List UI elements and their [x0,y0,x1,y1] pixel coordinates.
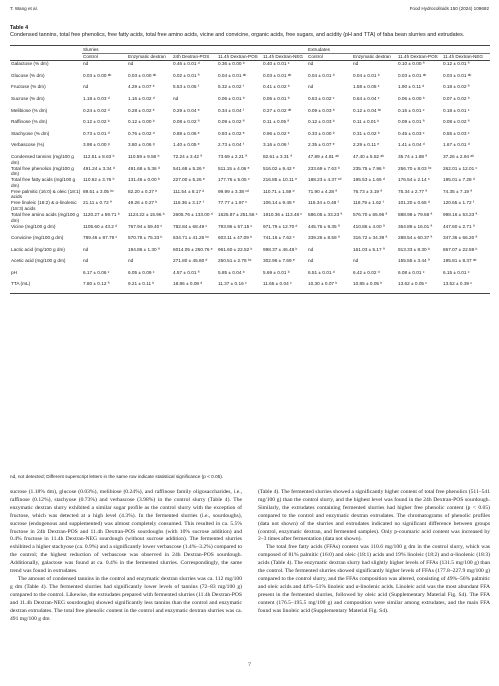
table-cell: nd [128,258,134,264]
table-cell: 867.07 ± 22.59 ᵇ [443,246,478,252]
table-row [10,84,490,96]
row-label: pH [11,269,17,275]
running-header [10,6,489,16]
table-cell: 0.64 ± 0.04 ᶜ [353,95,380,101]
table-cell: 131.46 ± 0.00 ᵇ [128,177,160,183]
table-row [10,96,490,108]
table-cell: 586.05 ± 33.23 ª [308,211,343,217]
table-cell: 18.86 ± 0.08 ᵈ [172,281,217,293]
table-title: Table 4 [10,25,29,31]
table-cell: 491.24 ± 3.34 ᵈ [83,165,115,171]
table-cell: 0.04 ± 0.01 ᵇ [308,72,335,78]
table-cell: 1.58 ± 0.05 ᶜ [353,84,380,90]
table-cell: 0.11 ± 0.05 ª [263,119,290,125]
table-cell: 364.89 ± 16.01 ª [398,223,433,229]
table-cell: 11.37 ± 0.16 ᶜ [217,281,262,293]
table-cell: 0.33 ± 0.00 ᵇ [308,130,335,136]
table-cell: 1.67 ± 0.01 ᵈ [443,142,470,148]
table-cell: 227.00 ± 5.26 ᵉ [173,177,205,183]
table-cell: 998.37 ± 46.48 ᵇ [263,246,298,252]
table-cell: 0.12 ± 0.00 ᵇ [128,119,155,125]
paragraph: (Table 4). The fermented slurries showed a significantly higher content of total free phenolics (511–541 mg/100 g) than the control slurry, and the highest level was found in the 24h Dextran-POS sourdough. Similarly, the extrudates containing fermented slurries had higher free phenolic content (p < 0.05) compared to the control and enzymatic dextran extrudates. The chromatograms of phenolic profiles (data not shown) of the slurries and extrudates indicated no significant difference between groups (control, enzymatic dextran, and fermented samples). Only p-coumaric acid content was increased by 2–3 times after fermentation (data not shown). [258,489,490,543]
table-cell: 35.74 ± 1.88 ª [398,153,428,159]
table-cell: 74.35 ± 7.19 ª [443,188,473,194]
table-cell: 2.73 ± 0.04 ᶠ [218,142,244,148]
table-cell: 120.65 ± 1.72 ᶠ [443,200,475,206]
table-row [10,270,490,282]
table-cell: 998.16 ± 53.23 ª [443,211,478,217]
table-cell: 0.12 ± 0.03 ᵇ [308,119,335,125]
page-number: 7 [248,662,251,668]
table-cell: 0.03 ± 0.01 ᵃᵇ [263,72,292,78]
table-cell: 0.55 ± 0.03 ᶜ [443,130,470,136]
table-cell: 71.90 ± 4.28 ª [308,188,338,194]
table-row [10,154,490,166]
table-cell: 913.33 ± 8.30 ᵇ [398,246,430,252]
table-cell: 195.01 ± 7.28 ᵈ [443,177,475,183]
table-cell: nd [83,258,89,264]
column-header: 11.4h Dextran-NEG [262,53,307,61]
paragraph: The amount of condensed tannins in the control and enzymatic dextran slurries was ca. 112 mg/100 g dm (Table 4). The fermented slurries had significantly lower levels of tannins (72–83 mg/100 g) compared to the control. Likewise, the extrudates prepared with fermented slurries (11.4h Dextran-POS and 11.4h Dextran-NEG sourdoughs) showed significantly less tannins than the control and enzymatic dextran extrudates. The total free phenolic content in the control and enzymatic dextran slurries was ca. 491 mg/100 g dm [10,575,243,622]
table-cell: 110.71 ± 1.59 ᵈ [263,188,295,194]
header-journal: Food Hydrocolloids 150 (2024) 109692 [409,6,489,11]
table-cell: 0.12 ± 0.04 ᵇᶜ [353,107,382,113]
table-cell: 73.69 ± 2.21 ª [218,153,248,159]
table-cell: 0.36 ± 0.00 ᵇ [218,61,245,67]
table-cell: 445.76 ± 9.35 ª [308,223,340,229]
table-cell: 155.55 ± 3.44 ª [398,258,430,264]
table-cell: 0.09 ± 0.03 ᵇ [308,107,335,113]
table-cell: 6.51 ± 0.01 ᵈ [308,269,335,275]
table-cell: 961.60 ± 22.52 ᵇ [218,246,253,252]
group-header-extrudates: Extrudates [307,46,490,54]
table-cell: 112.51 ± 8.63 ᵇ [83,153,115,159]
table-cell: 347.36 ± 66.20 ª [443,235,478,241]
table-cell: 1124.22 ± 15.96 ᵇ [128,211,165,217]
table-cell: 13.62 ± 0.05 ᶜ [397,281,442,293]
table-cell: 288.54 ± 60.37 ª [398,235,433,241]
table-cell: 47.40 ± 5.52 ᵃᵇ [353,153,384,159]
table-cell: 256.70 ± 8.03 ᵇᶜ [398,165,432,171]
table-cell: nd [308,61,314,67]
table-cell: 0.88 ± 0.06 ᵉ [173,130,200,136]
table-cell: 0.06 ± 0.00 ᵇ [398,95,425,101]
table-cell: 116.34 ± 0.48 ᶠ [308,200,339,206]
row-label: Lactic acid (mg/100 g dm) [11,246,65,252]
table-row [10,119,490,131]
table-row [10,142,490,154]
table-cell: 99.99 ± 3.38 ᶜᵈ [218,188,249,194]
table-cell: 0.06 ± 0.01 ᵇ [218,95,245,101]
row-label: Galactose (% dm) [11,61,49,67]
table-cell: nd [173,95,179,101]
right-column [258,489,490,616]
table-cell: 271.80 ± 45.80 ᵈ [173,258,208,264]
column-header: 11.4h Dextran-POS [397,53,442,61]
table-cell: 9.21 ± 0.11 ᵇ [127,281,172,293]
table-row [10,131,490,143]
row-label: Acetic acid (mg/100 g dm) [11,258,66,264]
table-cell: 77.77 ± 1.97 ᶜ [218,200,247,206]
column-header: 24h Dextran-POS [172,53,217,61]
column-header: 11.4h Dextran-POS [217,53,262,61]
table-cell: 2.29 ± 0.11 ᵉ [353,142,380,148]
table-cell: 2.35 ± 0.07 ᵉ [308,142,335,148]
row-label: Glucose (% dm) [11,72,45,78]
table-cell: nd [83,61,89,67]
table-row [10,247,490,259]
table-cell: 3.80 ± 0.06 ᵍ [128,142,155,148]
table-cell: 13.52 ± 0.39 ᶜ [442,281,490,293]
table-row [10,108,490,120]
table-cell: 516.02 ± 9.42 ᵉ [263,165,295,171]
table-cell: 233.69 ± 7.63 ᵇ [308,165,340,171]
table-cell: 570.78 ± 75.33 ᵇ [128,235,163,241]
table-cell: 634.71 ± 41.26 ᵇᶜ [173,235,209,241]
table-cell: 0.04 ± 0.01 ᵇ [353,72,380,78]
table-cell: 101.20 ± 0.65 ᵈ [398,200,430,206]
table-cell: 0.96 ± 0.02 ᵉ [263,130,290,136]
table-cell: 576.70 ± 65.96 ª [353,211,388,217]
table-cell: 195.81 ± 8.37 ᵃᵇ [443,258,477,264]
table-cell: 37.26 ± 2.94 ᵃᵇ [443,153,474,159]
table-cell: 10.30 ± 0.07 ᵇ [307,281,352,293]
row-label: Verbascose (%) [11,142,45,148]
table-cell: 250.51 ± 2.78 ᵇᶜ [218,258,252,264]
table-cell: 0.34 ± 0.04 ᶠ [218,107,244,113]
table-cell: 0.12 ± 0.01 ª [443,61,470,67]
table-cell: 10.85 ± 0.05 ᵇ [352,281,397,293]
table-cell: 0.63 ± 0.02 ᶜ [308,95,335,101]
table-caption-text: Condensed tannins, total free phenolics, free fatty acids, total free amino acids, vicine and convicine, organic acids, free sugars, and acidity (pH and TTA) of faba bean slurries and extrudates. [10,32,465,38]
table-cell: 339.26 ± 8.59 ª [308,235,340,241]
column-header: Control [307,53,352,61]
column-header: Enzymatic dextran [127,53,172,61]
table-row [10,258,490,270]
table-cell: 1.41 ± 0.04 ᵈ [398,142,425,148]
table-cell: nd [308,246,314,252]
table-cell: 0.04 ± 0.01 ᵃᵇ [218,72,247,78]
table-row [10,224,490,236]
table-row [10,73,490,85]
table-cell: 511.15 ± 4.06 ᵉ [218,165,250,171]
table-cell: 0.07 ± 0.02 ᵇ [443,95,470,101]
table-cell: 1120.27 ± 59.71 ᵇ [83,211,120,217]
table-cell: 6.15 ± 0.01 ᶜ [443,269,470,275]
table-cell: 1625.87 ± 251.56 ᶜ [218,211,258,217]
table-cell: 0.09 ± 0.02 ª [218,119,245,125]
table-cell: 118.79 ± 1.62 ᶠ [353,200,384,206]
table-cell: 5.69 ± 0.01 ᵇ [263,269,290,275]
table-cell: 194.86 ± 1.30 ª [128,246,160,252]
row-label: Free linoleic (18:2) & α-linolenic (18:3) acids [11,200,77,211]
row-label: Total free amino acids (mg/100 g dm) [11,211,80,223]
table-cell: 491.68 ± 5.36 ᵈ [128,165,160,171]
column-header: 11.4h Dextran-NEG [442,53,490,61]
table-cell: 177.76 ± 5.05 ᶜ [218,177,250,183]
table-cell: 5.85 ± 0.04 ᵇ [218,269,245,275]
table-cell: nd [308,258,314,264]
table-cell: 47.89 ± 4.81 ᵃᵇ [308,153,339,159]
table-cell: 195.53 ± 1.65 ᵈ [353,177,385,183]
table-cell: 1.16 ± 0.02 ᵈ [128,95,155,101]
table-cell: 0.41 ± 0.02 ᵇ [263,84,290,90]
column-header: Enzymatic dextran [352,53,397,61]
table-cell: 0.12 ± 0.02 ᵇ [83,119,110,125]
table-cell: 111.54 ± 8.17 ᵈ [173,188,205,194]
table-cell: 0.02 ± 0.01 ª [173,72,200,78]
table-cell: 188.23 ± 4.37 ᶜᵈ [308,177,342,183]
table-cell: 0.11 ± 0.01 ᵇ [353,119,380,125]
table-cell: 0.45 ± 0.03 ᶜ [398,130,425,136]
table-cell: 0.28 ± 0.02 ᵉ [128,107,155,113]
table-cell: 3.16 ± 0.06 ᶠ [263,142,289,148]
table-cell: 110.62 ± 3.76 ᵇ [83,177,115,183]
table-cell: 410.86 ± 4.00 ª [353,223,385,229]
row-label: TTA (mL) [10,281,82,293]
table-cell: 161.03 ± 5.17 ª [353,246,385,252]
row-label: Condensed tannins (mg/100 g dm) [11,153,74,165]
table-cell: 0.93 ± 0.02 ᵉ [218,130,245,136]
table-cell: 0.31 ± 0.02 ᵇ [353,130,380,136]
table-row [10,177,490,189]
table-cell: 971.79 ± 12.70 ᵈ [263,223,298,229]
table-cell: 3.98 ± 0.00 ᵍ [83,142,110,148]
table-cell: 176.54 ± 2.14 ᶜ [398,177,430,183]
column-header: Control [82,53,127,61]
header-authors: T. Wang et al. [10,6,38,11]
paragraph: sucrose (1.18% dm), glucose (0.03%), melibiose (0.24%), and raffinose family oligosaccharides, i.e., raffinose (0.12%), stachyose (0.73%) and verbascose (3.98%) in the control slurry (Table 4). The enzymatic dextran slurry exhibited a similar sugar profile as the control slurry with the exception of fructose, which was detected at a high level (4.3%). In the fermented slurries (i.e., sourdoughs), sucrose (endogenous and supplemented) was almost completely consumed. This resulted in ca. 5.5% fructose in 24h Dextran-POS and 11.4h Dextran-POS sourdoughs (with 10% sucrose addition) and 0.4% fructose in 11.4h Dextran-NEG sourdough (without sucrose addition). The fermented slurries exhibited a higher stachyose (ca. 0.9%) and a significantly lower verbascose (1.4%–3.2%) compared to the control; the highest reduction of verbascose was observed in 24h Dextran-POS sourdough. Additionally, galactose was found at ca. 0.4% in the fermented slurries. Correspondingly, the same trend was found in extrudates. [10,489,242,575]
table-cell: 0.18 ± 0.02 ª [443,84,470,90]
table-cell: 0.16 ± 0.01 ᶜ [398,107,425,113]
table-cell: 6.08 ± 0.01 ᶜ [398,269,425,275]
table-cell: 5.32 ± 0.02 ᶠ [218,84,244,90]
table-cell: 0.46 ± 0.01 ᵈ [173,61,200,67]
table-cell: 89.51 ± 3.05 ᵇᶜ [83,188,114,194]
table-cell: 262.01 ± 12.01 ᶜ [443,165,478,171]
table-cell: 0.73 ± 0.01 ᵈ [83,130,110,136]
table-cell: 4.29 ± 0.07 ᵉ [128,84,155,90]
row-label: Total free fatty acids (mg/100 g dm) [11,177,76,188]
table-cell: 741.16 ± 7.62 ᶜ [263,235,295,241]
table-cell: 0.03 ± 0.00 ᵃᵇ [83,72,112,78]
table-cell: 0.76 ± 0.02 ᵈ [128,130,155,136]
table-footnote: nd, not detected; Different superscript letters in the same row indicate statistical significance (p < 0.05). [10,474,224,479]
table-cell: 82.20 ± 0.27 ᵇ [128,188,158,194]
table-cell: 4.57 ± 0.01 ª [173,269,200,275]
table-cell: nd [308,84,314,90]
table-cell: 316.72 ± 34.39 ª [353,235,388,241]
table-cell: 11.65 ± 0.04 ᶜ [262,281,307,293]
table-cell: nd [353,61,359,67]
table-cell: 6014.05 ± 250.76 ᵉ [173,246,213,252]
table-cell: 216.85 ± 10.11 ᵉ [263,177,297,183]
table-row [10,200,490,212]
table-cell: 1.18 ± 0.03 ᵈ [83,95,110,101]
table-cell: nd [83,246,89,252]
row-label: Convicine (mg/100 g dm) [11,235,64,241]
table-cell: nd [128,61,134,67]
table-cell: 1910.36 ± 113.48 ᶜ [263,211,303,217]
table-cell: 6.42 ± 0.02 ᵈ [353,269,380,275]
table-cell: 106.14 ± 9.45 ᵉ [263,200,295,206]
paragraph: The total free fatty acids (FFAs) content was 110.6 mg/100 g dm in the control slurry, which was composed of 81% palmitic (16:0) and oleic (18:1) acids and 19% linoleic (18:2) and α-linolenic (18:3) acids (Table 4). The enzymatic dextran slurry had slightly higher levels of FFAs (131.5 mg/100 g) than the control. The fermented slurries showed significantly higher levels of FFAs (177.8–227.9 mg/100 g) compared to the control slurry, and the FFAs composition was altered, consisting of 49%–56% palmitic and oleic acids and 44%–51% linoleic and α-linolenic acids. Linoleic acid was the most abundant FFA present in the fermented slurries, followed by oleic acid (Supplementary Material Fig. S4). The FFA content (176.5–195.5 mg/100 g) and composition were similar among extrudates, and the main FFA found was linoleic acid (Supplementary Material Fig. S4). [258,544,490,614]
table-row [10,61,490,73]
table-cell: 0.29 ± 0.04 ᵉ [173,107,200,113]
table-cell: 5.53 ± 0.05 ᶠ [173,84,199,90]
table-cell: 6.05 ± 0.09 ᶜ [128,269,155,275]
row-label: Fructose (% dm) [11,84,46,90]
table-cell: 82.61 ± 3.31 ª [263,153,293,159]
table-row [10,189,490,201]
table-cell: 888.98 ± 79.68 ª [398,211,433,217]
table-cell: 2605.76 ± 133.00 ᵈ [173,211,213,217]
table-cell: 0.09 ± 0.01 ª [398,119,425,125]
table-cell: 76.73 ± 3.19 ª [353,188,383,194]
table-cell: 767.94 ± 59.40 ᶜ [128,223,163,229]
table-cell: 0.03 ± 0.01 ᵃᵇ [398,72,427,78]
table-cell: nd [83,84,89,90]
row-label: Free palmitic (16:0) & oleic (18:1) acids [11,188,81,200]
table-cell: 0.03 ± 0.01 ᵃᵇ [443,72,472,78]
table-cell: 0.27 ± 0.02 ᵈᵉ [263,107,292,113]
row-label: Sucrose (% dm) [11,95,45,101]
table-cell: 49.26 ± 0.27 ᵇ [128,200,158,206]
group-header-slurries: Slurries [82,46,307,54]
table-cell: 0.06 ± 0.01 ᵇ [263,95,290,101]
row-label: Melibiose (% dm) [11,107,48,113]
row-label: Stachyose (% dm) [11,130,50,136]
table-body [10,61,490,294]
table-cell: 116.36 ± 3.17 ᶠ [173,200,204,206]
table-cell: 0.10 ± 0.00 ª [398,61,425,67]
table-row [10,212,490,224]
table-cell: 302.96 ± 7.69 ᵉ [263,258,295,264]
data-table [10,45,490,294]
table-cell: 0.08 ± 0.02 ª [443,119,470,125]
table-cell: nd [353,258,359,264]
table-cell: 1.90 ± 0.11 ᵈ [398,84,425,90]
table-cell: 0.18 ± 0.01 ᶜ [443,107,470,113]
table-cell: 1105.60 ± 43.2 ᵈ [83,223,117,229]
table-row [10,281,490,293]
table-cell: 793.96 ± 57.15 ᶜ [218,223,253,229]
table-cell: 782.84 ± 68.49 ᶜ [173,223,208,229]
table-cell: 0.40 ± 0.01 ᶜ [263,61,290,67]
table-cell: 21.11 ± 0.72 ª [83,200,112,206]
table-cell: 603.11 ± 47.09 ᵇ [218,235,252,241]
table-cell: 72.24 ± 3.42 ª [173,153,203,159]
table-cell: 541.68 ± 5.26 ᵉ [173,165,205,171]
table-row [10,166,490,178]
table-cell: 6.17 ± 0.06 ᶜ [83,269,110,275]
table-cell: 235.75 ± 7.96 ᵇ [353,165,385,171]
table-row [10,235,490,247]
table-cell: 447.60 ± 2.71 ª [443,223,475,229]
table-cell: 110.59 ± 9.56 ᵇ [128,153,160,159]
table-cell: 75.34 ± 2.77 ª [398,188,428,194]
row-label: Vicine (mg/100 g dm) [11,223,56,229]
table-cell: 0.03 ± 0.00 ᵃᵇ [128,72,157,78]
table-cell: 7.80 ± 0.12 ª [82,281,127,293]
table-cell: 789.46 ± 87.79 ᶜ [83,235,118,241]
table-caption [10,25,489,39]
table-cell: 0.24 ± 0.02 ᵈ [83,107,110,113]
table-cell: 0.08 ± 0.02 ª [173,119,200,125]
left-column [10,489,242,623]
row-label: Raffinose (% dm) [11,119,48,125]
table-cell: 1.40 ± 0.05 ᵉ [173,142,200,148]
row-label: Total free phenolics (mg/100 g dm) [11,165,74,177]
